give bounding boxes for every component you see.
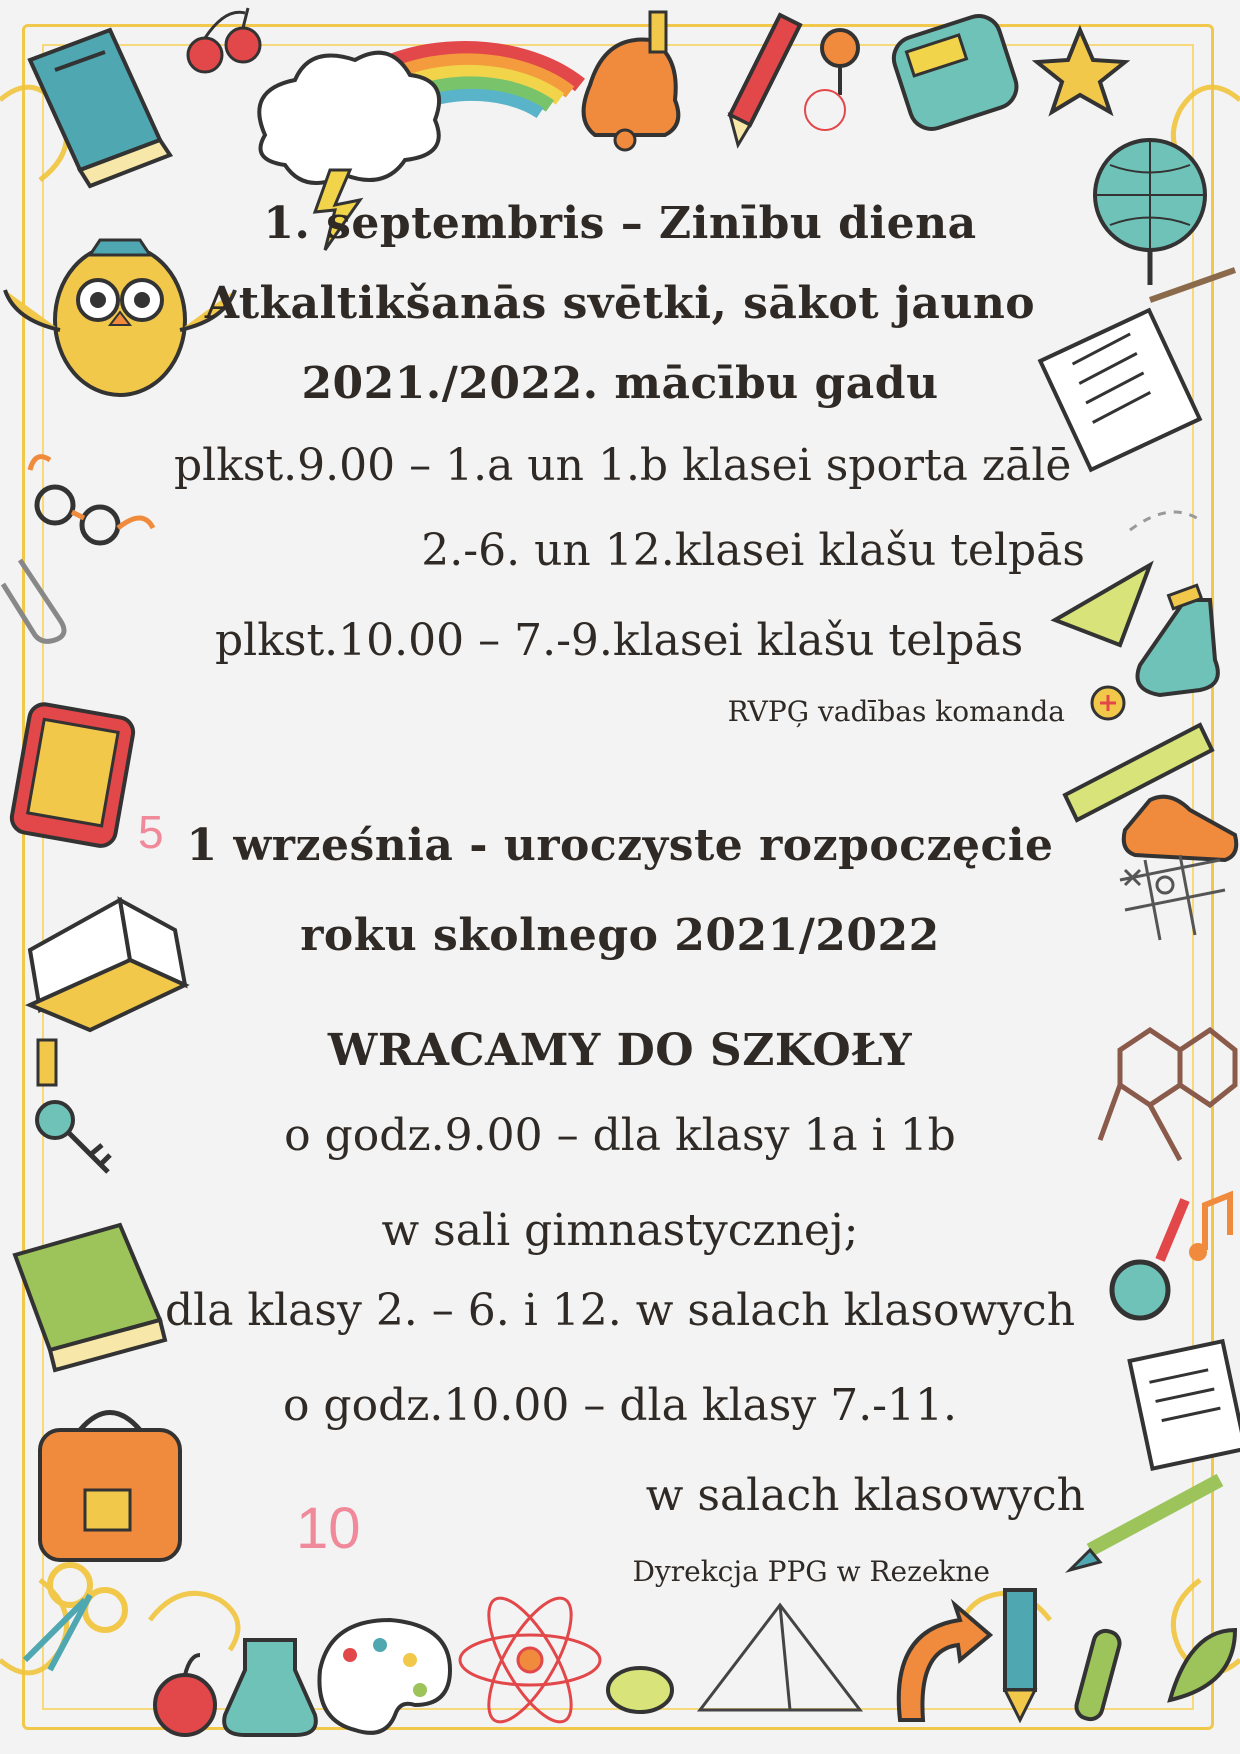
latvian-title-2: Atkaltikšanās svētki, sākot jauno xyxy=(204,278,1036,329)
latvian-signature: RVPĢ vadības komanda xyxy=(727,695,1065,728)
polish-schedule-3: dla klasy 2. – 6. i 12. w salach klasowych xyxy=(164,1285,1076,1336)
polish-schedule-5: w salach klasowych xyxy=(645,1470,1085,1521)
latvian-title-3: 2021./2022. mācību gadu xyxy=(301,358,939,409)
polish-title-2: roku skolnego 2021/2022 xyxy=(300,910,940,961)
polish-title-1: 1 września - uroczyste rozpoczęcie xyxy=(186,820,1054,871)
polish-schedule-2: w sali gimnastycznej; xyxy=(381,1205,859,1256)
latvian-schedule-2: 2.-6. un 12.klasei klašu telpās xyxy=(421,525,1085,576)
latvian-schedule-1: plkst.9.00 – 1.a un 1.b klasei sporta zālē xyxy=(174,440,1072,491)
polish-schedule-4: o godz.10.00 – dla klasy 7.-11. xyxy=(282,1380,958,1431)
decor-number-5: 5 xyxy=(138,806,164,858)
polish-schedule-1: o godz.9.00 – dla klasy 1a i 1b xyxy=(284,1110,956,1161)
latvian-schedule-3: plkst.10.00 – 7.-9.klasei klašu telpās xyxy=(215,615,1024,666)
polish-title-3: WRACAMY DO SZKOŁY xyxy=(327,1025,913,1076)
decor-number-10: 10 xyxy=(296,1496,361,1561)
polish-signature: Dyrekcja PPG w Rezekne xyxy=(632,1555,990,1588)
latvian-title-1: 1. septembris – Zinību diena xyxy=(263,198,977,249)
